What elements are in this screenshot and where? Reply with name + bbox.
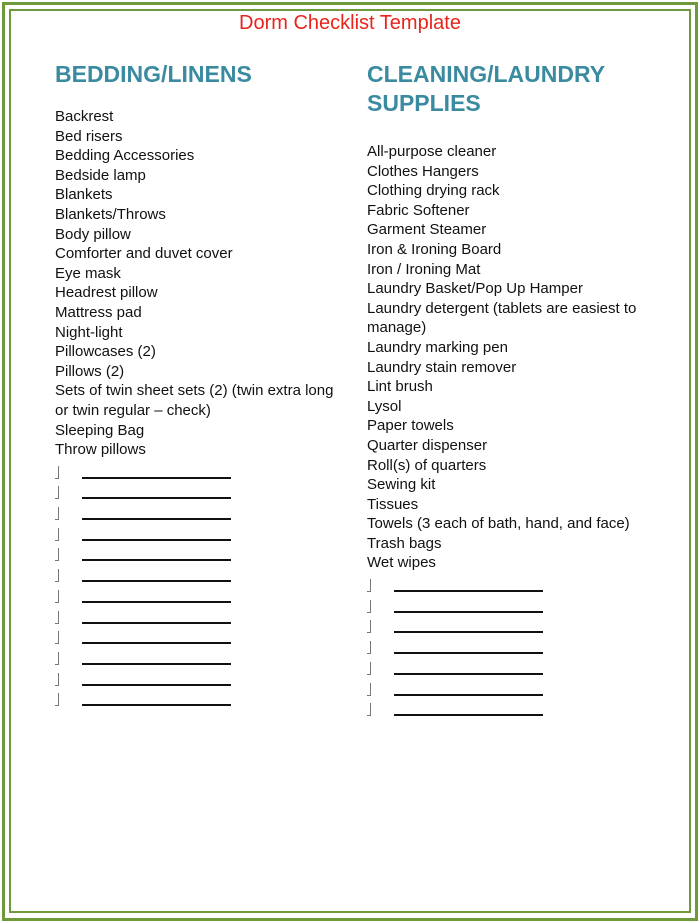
checklist-item: Paper towels (367, 417, 454, 435)
checklist-item: Headrest pillow (55, 284, 158, 302)
checklist-item: Blankets (55, 186, 113, 204)
checklist-item: Clothing drying rack (367, 182, 500, 200)
blank-entry-row (367, 577, 657, 598)
checkbox-icon[interactable] (55, 507, 59, 520)
checklist-item: Tissues (367, 495, 419, 513)
bedding-column (55, 60, 345, 712)
blank-entry-row (367, 681, 657, 702)
checkbox-icon[interactable] (367, 579, 371, 592)
checklist-item: Eye mask (55, 264, 121, 282)
cleaning-list (367, 142, 657, 573)
blank-entry-row (55, 629, 345, 650)
cleaning-column (367, 60, 657, 722)
write-in-line[interactable] (394, 590, 543, 592)
checkbox-icon[interactable] (367, 703, 371, 716)
cleaning-heading: CLEANING/LAUNDRY SUPPLIES (367, 61, 605, 116)
checklist-item: Pillowcases (2) (55, 343, 156, 361)
write-in-line[interactable] (394, 694, 543, 696)
checkbox-icon[interactable] (55, 652, 59, 665)
checkbox-icon[interactable] (367, 600, 371, 613)
write-in-line[interactable] (82, 642, 231, 644)
write-in-line[interactable] (82, 663, 231, 665)
checklist-item: Body pillow (55, 225, 131, 243)
checklist-item: Pillows (2) (55, 362, 125, 380)
write-in-line[interactable] (82, 559, 231, 561)
write-in-line[interactable] (394, 631, 543, 633)
checkbox-icon[interactable] (367, 683, 371, 696)
checkbox-icon[interactable] (55, 486, 59, 499)
checklist-item: Wet wipes (367, 554, 436, 572)
write-in-line[interactable] (394, 652, 543, 654)
write-in-line[interactable] (82, 477, 231, 479)
blank-entry-row (55, 609, 345, 630)
checkbox-icon[interactable] (367, 641, 371, 654)
blank-entry-row (55, 464, 345, 485)
write-in-line[interactable] (82, 622, 231, 624)
checklist-item: Fabric Softener (367, 201, 470, 219)
checkbox-icon[interactable] (55, 673, 59, 686)
blank-entry-row (55, 484, 345, 505)
checklist-item: Lysol (367, 397, 402, 415)
checkbox-icon[interactable] (55, 631, 59, 644)
blank-entry-row (367, 618, 657, 639)
checkbox-icon[interactable] (367, 620, 371, 633)
checklist-item: All-purpose cleaner (367, 143, 497, 160)
checkbox-icon[interactable] (55, 466, 59, 479)
checkbox-icon[interactable] (55, 528, 59, 541)
write-in-line[interactable] (82, 518, 231, 520)
checklist-item: Laundry marking pen (367, 338, 508, 356)
blank-entry-row (55, 588, 345, 609)
checklist-item: Bedding Accessories (55, 147, 195, 165)
bedding-heading: BEDDING/LINENS (55, 61, 252, 87)
checklist-item: Garment Steamer (367, 221, 487, 239)
checkbox-icon[interactable] (55, 590, 59, 603)
checklist-item: Sleeping Bag (55, 421, 145, 439)
checkbox-icon[interactable] (55, 548, 59, 561)
blank-entry-row (55, 671, 345, 692)
write-in-line[interactable] (82, 684, 231, 686)
checklist-item: Towels (3 each of bath, hand, and face) (367, 515, 630, 533)
write-in-line[interactable] (394, 673, 543, 675)
blank-entry-row (55, 567, 345, 588)
checklist-item: Iron / Ironing Mat (367, 260, 481, 278)
checklist-item: Sewing kit (367, 476, 436, 494)
checklist-item: Sets of twin sheet sets (2) (twin extra long or twin regular – check) (55, 382, 334, 419)
checkbox-icon[interactable] (55, 569, 59, 582)
checklist-item: Lint brush (367, 378, 433, 396)
checklist-item: Trash bags (367, 534, 442, 552)
blank-entry-row (55, 526, 345, 547)
checklist-item: Blankets/Throws (55, 205, 166, 223)
bedding-list (55, 107, 345, 460)
checklist-item: Iron & Ironing Board (367, 240, 502, 258)
blank-entry-row (55, 546, 345, 567)
checklist-item: Backrest (55, 108, 114, 125)
checklist-item: Roll(s) of quarters (367, 456, 487, 474)
write-in-line[interactable] (82, 497, 231, 499)
blank-entry-row (367, 701, 657, 722)
checklist-item: Mattress pad (55, 303, 142, 321)
checklist-item: Night-light (55, 323, 123, 341)
write-in-line[interactable] (82, 704, 231, 706)
blank-entry-row (55, 505, 345, 526)
checklist-item: Comforter and duvet cover (55, 245, 233, 263)
document-title: Dorm Checklist Template (239, 12, 461, 34)
write-in-line[interactable] (82, 601, 231, 603)
checkbox-icon[interactable] (55, 693, 59, 706)
bedding-blank-entries (55, 464, 345, 712)
checklist-item: Quarter dispenser (367, 436, 488, 454)
blank-entry-row (55, 691, 345, 712)
checklist-item: Laundry Basket/Pop Up Hamper (367, 280, 583, 298)
checklist-item: Clothes Hangers (367, 162, 479, 180)
checklist-item: Bedside lamp (55, 166, 146, 184)
blank-entry-row (367, 639, 657, 660)
write-in-line[interactable] (82, 580, 231, 582)
blank-entry-row (55, 650, 345, 671)
checklist-item: Bed risers (55, 127, 123, 145)
checkbox-icon[interactable] (55, 611, 59, 624)
checklist-item: Laundry stain remover (367, 358, 517, 376)
checklist-item: Throw pillows (55, 441, 146, 459)
blank-entry-row (367, 660, 657, 681)
checklist-item: Laundry detergent (tablets are easiest to manage) (367, 299, 637, 337)
write-in-line[interactable] (394, 611, 543, 613)
cleaning-blank-entries (367, 577, 657, 722)
checkbox-icon[interactable] (367, 662, 371, 675)
write-in-line[interactable] (394, 714, 543, 716)
write-in-line[interactable] (82, 539, 231, 541)
blank-entry-row (367, 598, 657, 619)
